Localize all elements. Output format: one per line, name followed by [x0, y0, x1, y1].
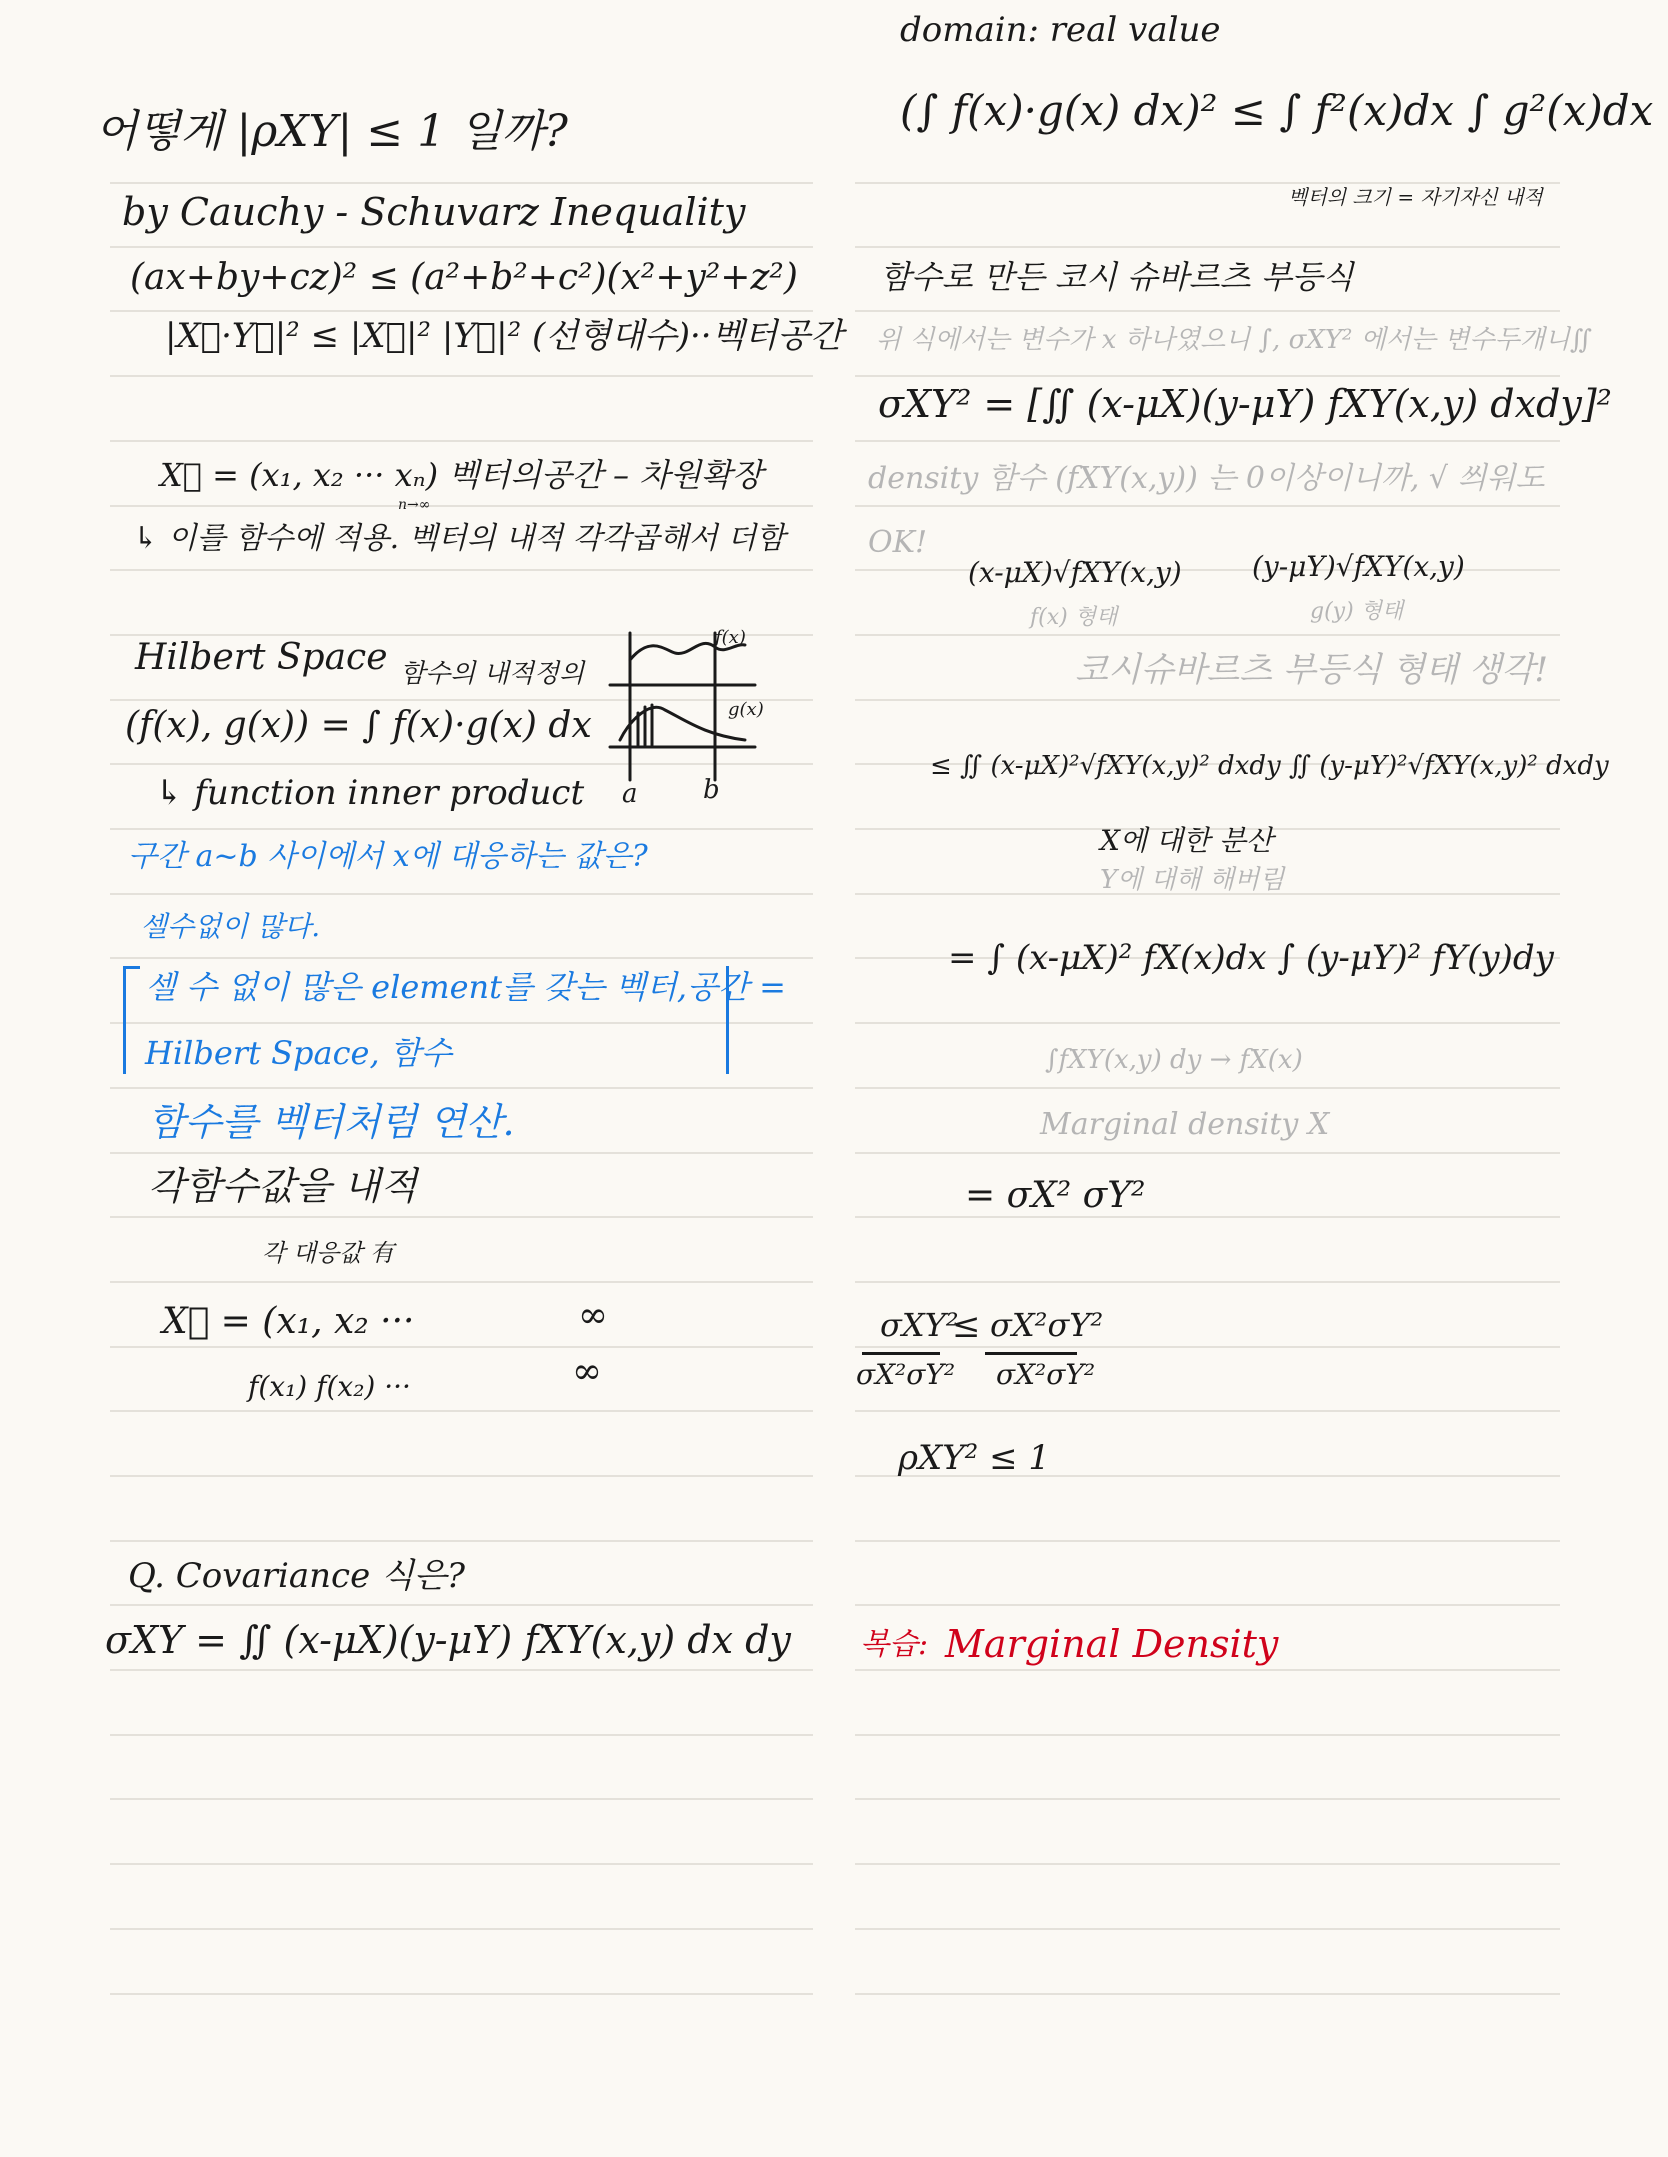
blue-operations: 함수를 벡터처럼 연산. [148, 1100, 515, 1144]
fraction-left-denominator: σX²σY² [856, 1358, 956, 1391]
vector-n-limit: n→∞ [398, 497, 431, 513]
function-cs-heading: 함수로 만든 코시 슈바르츠 부등식 [880, 258, 1354, 296]
gray-density-note: density 함수 (fXY(x,y)) 는 0이상이니까, √ 씌워도 [868, 461, 1545, 496]
blue-answer: 셀수없이 많다. [140, 910, 321, 943]
sigma-squared-equation: σXY² = [∬ (x-μX)(y-μY) fXY(x,y) dxdy]² [878, 382, 1612, 426]
gray-note-variables: 위 식에서는 변수가 x 하나였으니 ∫, σXY² 에서는 변수두개니∬ [876, 325, 1593, 355]
form-left: (x-μX)√fXY(x,y) [968, 556, 1182, 589]
blue-question: 구간 a~b 사이에서 x에 대응하는 값은? [128, 839, 648, 874]
apply-note: ↳ 이를 함수에 적용. 벡터의 내적 각각곱해서 더함 [133, 521, 786, 556]
y-variance-note: Y에 대해 해버림 [1100, 865, 1285, 895]
fraction-right-bar [985, 1352, 1077, 1355]
cs-integral-form: (∫ f(x)·g(x) dx)² ≤ ∫ f²(x)dx ∫ g²(x)dx [900, 86, 1654, 135]
marginal-equation: = ∫ (x-μX)² fX(x)dx ∫ (y-μY)² fY(y)dy [948, 938, 1554, 978]
product-equation: = σX² σY² [965, 1175, 1146, 1216]
rho-final: ρXY² ≤ 1 [898, 1438, 1051, 1478]
blue-box-line-1: 셀 수 없이 많은 element를 갖는 벡터,공간 = [145, 968, 786, 1006]
gray-marginal-2: Marginal density X [1040, 1107, 1330, 1142]
each-inner: 각함수값을 내적 [148, 1164, 418, 1208]
review-label: 복습: [860, 1627, 929, 1662]
inner-product-note: ↳ function inner product [155, 773, 585, 813]
x-variance-note: X에 대한 분산 [1100, 824, 1273, 857]
inner-def-label: 함수의 내적정의 [400, 659, 585, 689]
inner-product-definition: (f(x), g(x)) = ∫ f(x)·g(x) dx [125, 705, 592, 746]
cs-heading: by Cauchy - Schuvarz Inequality [122, 190, 746, 234]
graph-label-a: a [622, 779, 638, 809]
graph-label-b: b [703, 775, 720, 805]
covariance-question: Q. Covariance 식은? [128, 1556, 465, 1596]
review-text: Marginal Density [945, 1622, 1279, 1666]
vector-definition: X⃗ = (x₁, x₂ ··· xₙ) 벡터의공간 – 차원확장 [160, 456, 763, 494]
each-value-note: 각 대응값 有 [262, 1239, 394, 1267]
gray-ok: OK! [868, 525, 928, 560]
cs-equation-1: (ax+by+cz)² ≤ (a²+b²+c²)(x²+y²+z²) [130, 257, 798, 298]
fraction-right-numerator: σX²σY² [990, 1306, 1104, 1344]
infinity-2: ∞ [572, 1351, 602, 1392]
cs-equation-2: |X⃗·Y⃗|² ≤ |X⃗|² |Y⃗|² (선형대수)··벡터공간 [165, 316, 843, 356]
f-values: f(x₁) f(x₂) ··· [248, 1370, 411, 1403]
x-vector: X⃗ = (x₁, x₂ ··· [162, 1301, 415, 1342]
blue-box-line-2: Hilbert Space, 함수 [145, 1034, 452, 1072]
fraction-leq: ≤ [952, 1306, 981, 1346]
infinity-1: ∞ [578, 1295, 608, 1336]
hilbert-title: Hilbert Space [135, 637, 388, 678]
fraction-left-bar [862, 1352, 940, 1355]
form-right: (y-μY)√fXY(x,y) [1252, 550, 1465, 583]
gy-form-note: g(y) 형태 [1310, 599, 1404, 624]
fraction-left-numerator: σXY² [880, 1306, 959, 1344]
gray-marginal-1: ∫fXY(x,y) dy → fX(x) [1045, 1045, 1303, 1075]
page-title: 어떻게 |ρXY| ≤ 1 일까? [95, 106, 568, 157]
cs-form-note: 코시슈바르츠 부등식 형태 생각! [1075, 650, 1549, 690]
fx-form-note: f(x) 형태 [1030, 605, 1118, 630]
function-graph [605, 625, 795, 795]
leq-expanded: ≤ ∬ (x-μX)²√fXY(x,y)² dxdy ∬ (y-μY)²√fXY(x,y)² dxdy [930, 751, 1609, 781]
graph-label-f: f(x) [715, 627, 746, 648]
fraction-right-denominator: σX²σY² [996, 1358, 1096, 1391]
covariance-equation: σXY = ∬ (x-μX)(y-μY) fXY(x,y) dx dy [105, 1618, 791, 1662]
domain-note: domain: real value [900, 10, 1221, 50]
vector-size-note: 벡터의 크기 = 자기자신 내적 [1288, 185, 1543, 209]
graph-label-g: g(x) [728, 699, 764, 720]
